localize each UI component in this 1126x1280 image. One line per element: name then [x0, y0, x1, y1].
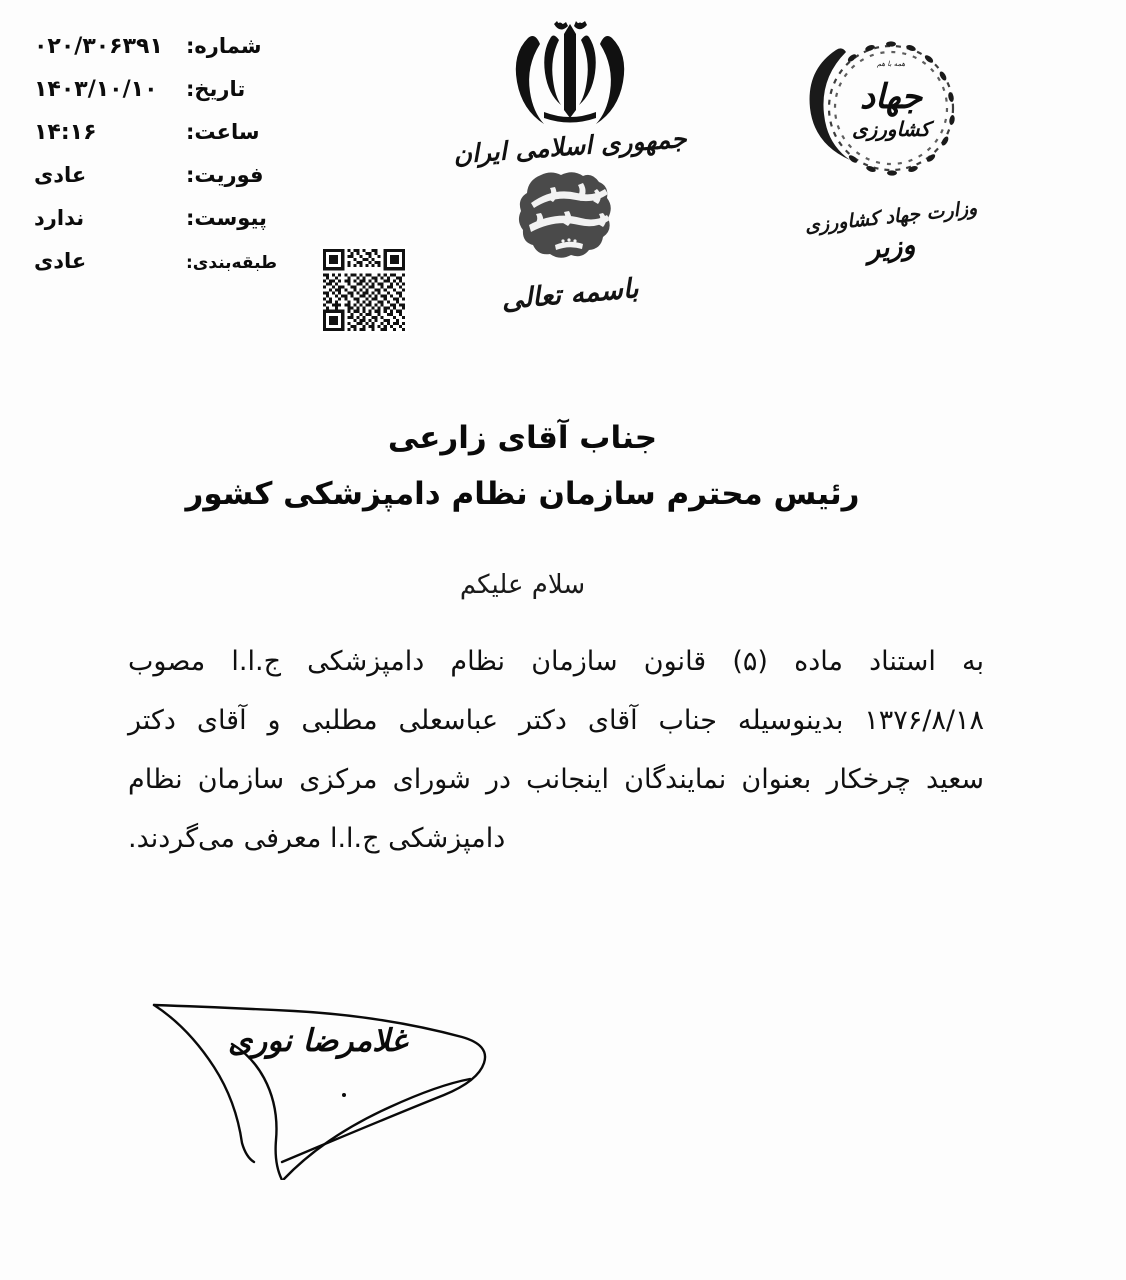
meta-value-date: ۱۴۰۳/۱۰/۱۰: [34, 77, 158, 102]
meta-row-number: [28, 34, 290, 77]
signer-name: غلامرضا نوری: [228, 1023, 407, 1059]
meta-label-classification: طبقه‌بندی:: [186, 253, 278, 273]
meta-value-attachment: ندارد: [34, 206, 85, 230]
basmala-calligraphy: باسمه تعالی: [500, 273, 640, 316]
addressee-block: [80, 418, 965, 516]
signature-block: [148, 975, 548, 1180]
meta-value-classification: عادی: [34, 249, 87, 273]
meta-row-date: [28, 77, 290, 120]
meta-label-attachment: پیوست:: [186, 206, 267, 230]
meta-row-classification: [28, 249, 290, 292]
meta-label-time: ساعت:: [186, 120, 260, 144]
meta-value-time: ۱۴:۱۶: [34, 120, 97, 145]
iran-national-emblem: [504, 18, 636, 136]
national-emblem-column: [440, 18, 700, 316]
meta-label-urgency: فوریت:: [186, 163, 264, 187]
svg-text:همه با هم: همه با هم: [876, 60, 906, 68]
ministry-name: وزارت جهاد کشاورزی: [803, 197, 979, 237]
addressee-name: جناب آقای زارعی: [387, 420, 658, 456]
header-meta-block: [28, 34, 290, 292]
meta-label-date: تاریخ:: [186, 77, 246, 101]
meta-row-attachment: [28, 206, 290, 249]
meta-row-time: [28, 120, 290, 163]
body-line-2: ۱۳۷۶/۸/۱۸ بدینوسیله جناب آقای دکتر عباسعلی مطلبی و آقای دکتر: [128, 705, 984, 736]
meta-value-urgency: عادی: [34, 163, 87, 187]
ministry-role: وزیر: [865, 229, 917, 266]
svg-text:کشاورزی: کشاورزی: [851, 117, 931, 141]
salutation: سلام علیکم: [459, 570, 586, 600]
letter-body: [128, 632, 984, 868]
qr-code: [320, 246, 408, 334]
meta-label-number: شماره:: [186, 34, 262, 58]
body-line-1: به استناد ماده (۵) قانون سازمان نظام دامپزشکی ج.ا.ا مصوب: [128, 646, 984, 677]
ministry-logo-column: [778, 22, 1004, 266]
meta-value-number: ۰۲۰/۳۰۶۳۹۱: [34, 34, 163, 59]
year-slogan-seal: [511, 169, 629, 273]
meta-row-urgency: [28, 163, 290, 206]
addressee-title: رئیس محترم سازمان نظام دامپزشکی کشور: [185, 475, 860, 512]
emblem-caption: جمهوری اسلامی ایران: [452, 123, 688, 170]
handwritten-signature-flourish: [148, 975, 548, 1180]
svg-text:جهاد: جهاد: [859, 77, 923, 117]
agriculture-jihad-wreath-logo: [806, 22, 976, 194]
body-line-4: دامپزشکی ج.ا.ا معرفی می‌گردند.: [128, 823, 506, 854]
body-line-3: سعید چرخکار بعنوان نمایندگان اینجانب در شورای مرکزی سازمان نظام: [128, 764, 984, 795]
